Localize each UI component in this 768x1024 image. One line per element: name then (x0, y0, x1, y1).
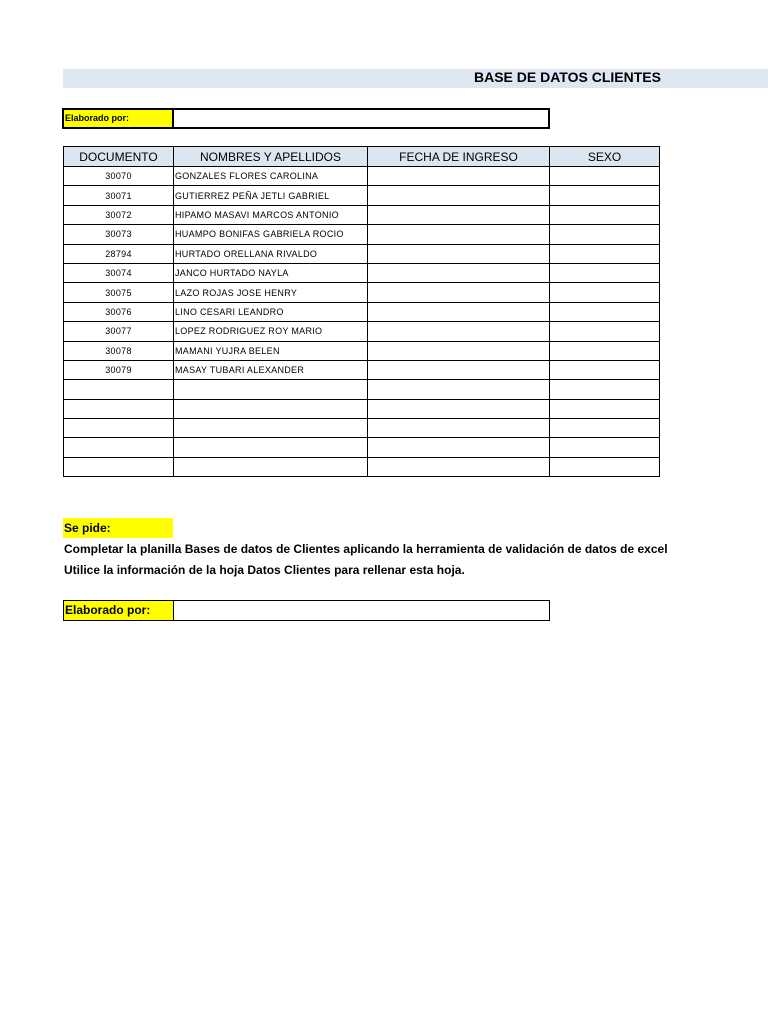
cell-documento[interactable] (64, 457, 174, 476)
cell-sexo[interactable] (550, 360, 660, 379)
cell-sexo[interactable] (550, 419, 660, 438)
cell-sexo[interactable] (550, 263, 660, 282)
bottom-elaborado-form (63, 600, 550, 621)
cell-nombres[interactable] (174, 438, 368, 457)
table-row (64, 380, 660, 399)
bottom-elaborado-label: Elaborado por: (64, 601, 174, 620)
cell-nombres[interactable]: GONZALES FLORES CAROLINA (174, 167, 368, 186)
cell-fecha[interactable] (368, 186, 550, 205)
cell-fecha[interactable] (368, 244, 550, 263)
table-row (64, 205, 660, 224)
cell-nombres[interactable]: LOPEZ RODRIGUEZ ROY MARIO (174, 322, 368, 341)
top-elaborado-form (62, 108, 550, 129)
table-row (64, 283, 660, 302)
table-row (64, 244, 660, 263)
cell-sexo[interactable] (550, 225, 660, 244)
cell-nombres[interactable] (174, 457, 368, 476)
cell-fecha[interactable] (368, 283, 550, 302)
header-nombres: NOMBRES Y APELLIDOS (174, 147, 368, 167)
cell-sexo[interactable] (550, 167, 660, 186)
table-row (64, 186, 660, 205)
cell-fecha[interactable] (368, 263, 550, 282)
table-header-row (64, 147, 660, 167)
cell-documento[interactable]: 28794 (64, 244, 174, 263)
cell-nombres[interactable]: MAMANI YUJRA BELEN (174, 341, 368, 360)
cell-nombres[interactable]: JANCO HURTADO NAYLA (174, 263, 368, 282)
cell-documento[interactable]: 30078 (64, 341, 174, 360)
cell-documento[interactable]: 30073 (64, 225, 174, 244)
cell-sexo[interactable] (550, 322, 660, 341)
bottom-elaborado-input[interactable] (174, 601, 549, 620)
cell-documento[interactable]: 30072 (64, 205, 174, 224)
cell-nombres[interactable]: MASAY TUBARI ALEXANDER (174, 360, 368, 379)
cell-sexo[interactable] (550, 244, 660, 263)
table-row (64, 438, 660, 457)
header-sexo: SEXO (550, 147, 660, 167)
table-row (64, 457, 660, 476)
cell-documento[interactable]: 30075 (64, 283, 174, 302)
cell-documento[interactable]: 30070 (64, 167, 174, 186)
cell-nombres[interactable]: HUAMPO BONIFAS GABRIELA ROCIO (174, 225, 368, 244)
table-row (64, 167, 660, 186)
cell-documento[interactable]: 30076 (64, 302, 174, 321)
cell-fecha[interactable] (368, 380, 550, 399)
cell-documento[interactable]: 30074 (64, 263, 174, 282)
cell-sexo[interactable] (550, 341, 660, 360)
cell-sexo[interactable] (550, 302, 660, 321)
cell-documento[interactable] (64, 380, 174, 399)
table-row (64, 399, 660, 418)
instruction-line-1: Completar la planilla Bases de datos de Clientes aplicando la herramienta de validación de datos de excel (64, 542, 668, 556)
table-row (64, 302, 660, 321)
cell-fecha[interactable] (368, 225, 550, 244)
cell-documento[interactable]: 30077 (64, 322, 174, 341)
cell-sexo[interactable] (550, 380, 660, 399)
cell-fecha[interactable] (368, 419, 550, 438)
clients-table (63, 146, 660, 477)
cell-documento[interactable]: 30071 (64, 186, 174, 205)
table-row (64, 322, 660, 341)
cell-documento[interactable]: 30079 (64, 360, 174, 379)
cell-sexo[interactable] (550, 205, 660, 224)
cell-nombres[interactable]: LINO CESARI LEANDRO (174, 302, 368, 321)
table-row (64, 341, 660, 360)
cell-fecha[interactable] (368, 438, 550, 457)
cell-fecha[interactable] (368, 322, 550, 341)
cell-sexo[interactable] (550, 457, 660, 476)
table-row (64, 263, 660, 282)
table-row (64, 360, 660, 379)
cell-sexo[interactable] (550, 399, 660, 418)
cell-nombres[interactable]: HURTADO ORELLANA RIVALDO (174, 244, 368, 263)
instruction-line-2: Utilice la información de la hoja Datos Clientes para rellenar esta hoja. (64, 563, 465, 577)
header-documento: DOCUMENTO (64, 147, 174, 167)
cell-fecha[interactable] (368, 457, 550, 476)
cell-fecha[interactable] (368, 302, 550, 321)
cell-documento[interactable] (64, 438, 174, 457)
cell-nombres[interactable]: HIPAMO MASAVI MARCOS ANTONIO (174, 205, 368, 224)
cell-fecha[interactable] (368, 205, 550, 224)
cell-nombres[interactable] (174, 399, 368, 418)
cell-fecha[interactable] (368, 399, 550, 418)
cell-documento[interactable] (64, 419, 174, 438)
cell-documento[interactable] (64, 399, 174, 418)
cell-nombres[interactable] (174, 380, 368, 399)
table-row (64, 225, 660, 244)
cell-nombres[interactable] (174, 419, 368, 438)
cell-fecha[interactable] (368, 360, 550, 379)
top-elaborado-input[interactable] (174, 110, 548, 127)
se-pide-label: Se pide: (63, 518, 173, 538)
top-elaborado-label: Elaborado por: (64, 110, 174, 127)
header-fecha: FECHA DE INGRESO (368, 147, 550, 167)
title-bar (63, 69, 768, 88)
cell-sexo[interactable] (550, 186, 660, 205)
cell-sexo[interactable] (550, 438, 660, 457)
cell-nombres[interactable]: LAZO ROJAS JOSE HENRY (174, 283, 368, 302)
cell-nombres[interactable]: GUTIERREZ PEÑA JETLI GABRIEL (174, 186, 368, 205)
page-title: BASE DE DATOS CLIENTES (474, 69, 661, 85)
cell-fecha[interactable] (368, 341, 550, 360)
table-row (64, 419, 660, 438)
cell-sexo[interactable] (550, 283, 660, 302)
cell-fecha[interactable] (368, 167, 550, 186)
